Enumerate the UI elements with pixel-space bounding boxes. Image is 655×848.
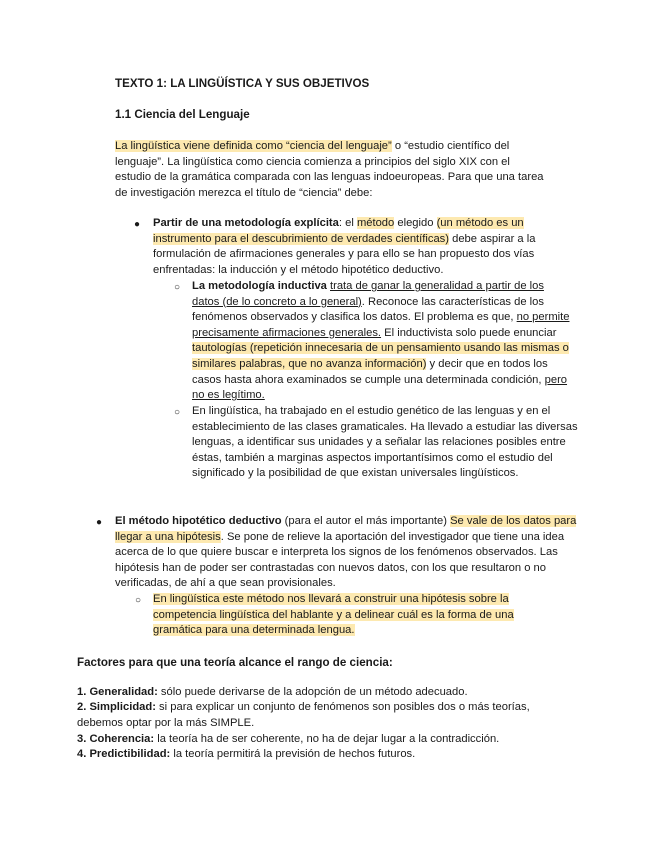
text: si para explicar un conjunto de fenómenos son posibles dos o más teorías, debemos optar por la más SIMPLE.: [77, 701, 530, 729]
text: debe aspirar a la formulación de afirmaciones generales y para ello se han propuesto dos vías enfrentadas: la inducción y el método hipotético deductivo.: [153, 232, 536, 276]
text: la teoría ha de ser coherente, no ha de dejar lugar a la contradicción.: [154, 733, 500, 745]
text: la teoría permitirá la previsión de hechos futuros.: [170, 748, 416, 760]
highlight-text: Se vale de los datos para llegar a una hipótesis: [115, 515, 577, 543]
factors-heading: Factores para que una teoría alcance el rango de ciencia:: [77, 656, 393, 669]
factor-predictability: [77, 747, 577, 763]
intro-paragraph: [115, 139, 549, 201]
highlight-text: (un método es un instrumento para el descubrimiento de verdades científicas): [153, 217, 524, 245]
factor-label: 4. Predictibilidad:: [77, 748, 171, 760]
factor-generality: [77, 685, 577, 701]
bold-term: La metodología inductiva: [192, 280, 327, 292]
text: : el: [338, 217, 357, 229]
list-item-linguistics-induction: En lingüística, ha trabajado en el estudio genético de las lenguas y en el establecimiento de las clases gramaticales. Ha llevado a estudiar las diversas lenguas, a identificar sus unidades y a señalar las relaciones posibles entre éstas, también a marginas aspectos importantísimos como el estudio del significado y la posibilidad de que existan universales lingüísticos.: [192, 405, 578, 480]
paragraph-text: o “estudio científico del lenguaje”. La lingüística como ciencia comienza a principios del siglo XIX con el estudio de la gramática comparada con las lenguas indoeuropeas. Para que una tarea de investigación merezca el título de “ciencia” debe:: [115, 140, 544, 199]
text: elegido: [394, 217, 437, 229]
text: . Se pone de relieve la aportación del investigador que tiene una idea acerca de lo que quiere buscar e interpreta los signos de los fenómenos observados. Las hipótesis han de poder ser contrastadas con nuevos datos, con los que resultaron o no verificadas, de ahí a que sean provisionales.: [115, 530, 565, 590]
factor-label: 1. Generalidad:: [77, 686, 158, 698]
circle-marker: ○: [135, 595, 142, 606]
document-title: TEXTO 1: LA LINGÜÍSTICA Y SUS OBJETIVOS: [115, 77, 370, 90]
factor-coherence: [77, 732, 577, 748]
list-item-inductive: [192, 279, 570, 404]
factor-simplicity: [77, 700, 565, 731]
underlined-text: no permite precisamente afirmaciones generales.: [192, 311, 570, 339]
text: (para el autor el más importante): [281, 515, 451, 527]
text: . Reconoce las características de los fenómenos observados y clasifica los datos. El problema es que,: [192, 295, 544, 324]
list-item-explicit-method: [153, 216, 553, 278]
factor-label: 2. Simplicidad:: [77, 701, 156, 713]
highlight-text: método: [356, 217, 395, 229]
bullet-marker: ●: [96, 517, 103, 528]
bullet-marker: ●: [134, 219, 141, 230]
factor-label: 3. Coherencia:: [77, 733, 155, 745]
text: sólo puede derivarse de la adopción de un método adecuado.: [157, 686, 468, 698]
circle-marker: ○: [174, 407, 181, 418]
bold-term: Partir de una metodología explícita: [153, 217, 339, 229]
section-heading: 1.1 Ciencia del Lenguaje: [115, 108, 250, 121]
underlined-text: pero no es legítimo.: [192, 373, 568, 402]
highlight-text: En lingüística este método nos llevará a construir una hipótesis sobre la competencia lingüística del hablante y a delinear cuál es la forma de una gramática para una determinada lengua.: [153, 593, 514, 637]
underlined-text: trata de ganar la generalidad a partir de los datos (de lo concreto a lo general): [192, 280, 544, 308]
list-item-deductive-linguistics: [153, 592, 545, 639]
text: y decir que en todos los casos hasta ahora examinados se cumple una determinada condición,: [192, 357, 548, 386]
highlight-text: tautologías (repetición innecesaria de un pensamiento usando las mismas o similares palabras, que no avanza información): [192, 342, 569, 370]
bold-term: El método hipotético deductivo: [115, 515, 282, 527]
text: El inductivista solo puede enunciar: [381, 326, 557, 339]
highlight-text: La lingüística viene definida como “ciencia del lenguaje”: [115, 140, 392, 152]
circle-marker: ○: [174, 282, 181, 293]
list-item-hypothetical-deductive: [115, 514, 577, 592]
